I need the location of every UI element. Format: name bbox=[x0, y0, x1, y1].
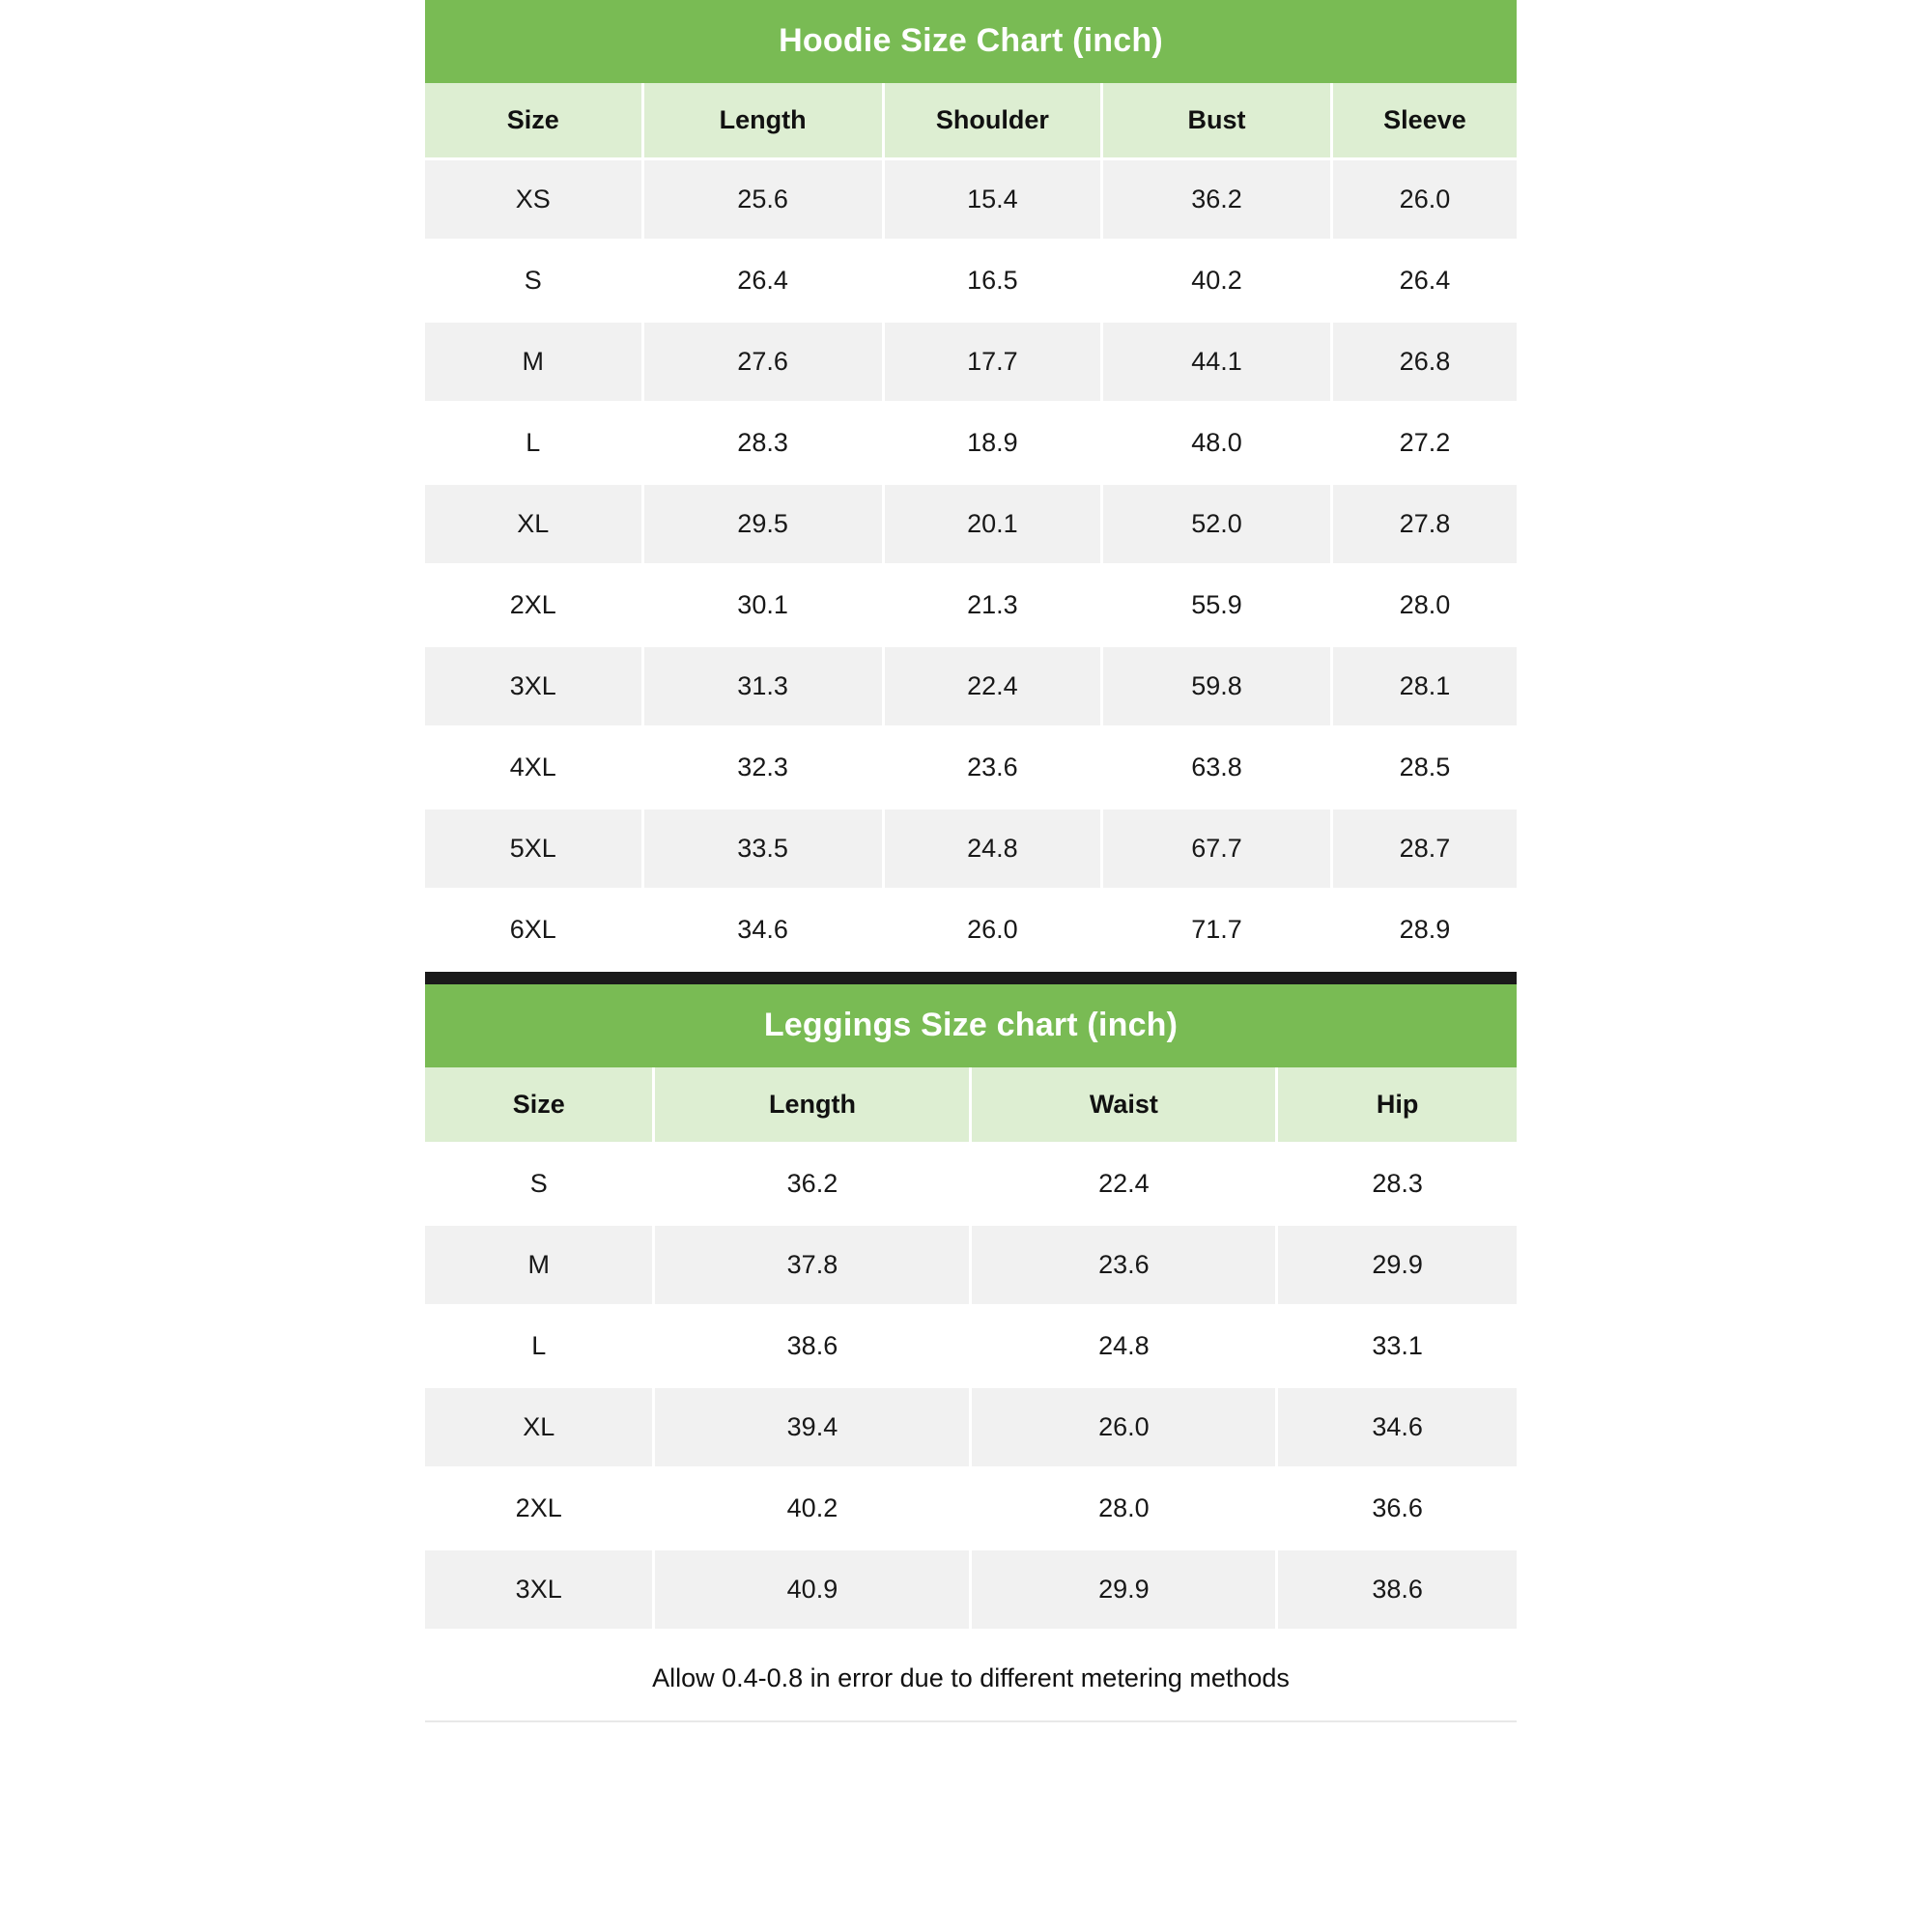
cell-length: 40.2 bbox=[654, 1468, 971, 1549]
cell-bust: 67.7 bbox=[1102, 809, 1332, 890]
hoodie-chart-title: Hoodie Size Chart (inch) bbox=[425, 0, 1517, 83]
cell-bust: 40.2 bbox=[1102, 241, 1332, 322]
cell-sleeve: 26.4 bbox=[1331, 241, 1517, 322]
measurement-footnote: Allow 0.4-0.8 in error due to different metering methods bbox=[425, 1632, 1517, 1720]
cell-size: M bbox=[425, 1225, 654, 1306]
leggings-table-body bbox=[425, 1144, 1517, 1631]
cell-length: 37.8 bbox=[654, 1225, 971, 1306]
cell-length: 31.3 bbox=[642, 646, 883, 727]
leggings-table-header bbox=[425, 1067, 1517, 1144]
leggings-size-table bbox=[425, 1067, 1517, 1632]
cell-size: M bbox=[425, 322, 642, 403]
cell-sleeve: 28.0 bbox=[1331, 565, 1517, 646]
table-row bbox=[425, 1225, 1517, 1306]
cell-shoulder: 20.1 bbox=[883, 484, 1102, 565]
cell-shoulder: 26.0 bbox=[883, 890, 1102, 971]
cell-waist: 23.6 bbox=[971, 1225, 1277, 1306]
cell-length: 32.3 bbox=[642, 727, 883, 809]
cell-hip: 36.6 bbox=[1277, 1468, 1517, 1549]
table-row bbox=[425, 1306, 1517, 1387]
cell-hip: 38.6 bbox=[1277, 1549, 1517, 1631]
table-row bbox=[425, 322, 1517, 403]
table-row bbox=[425, 159, 1517, 241]
cell-size: 4XL bbox=[425, 727, 642, 809]
cell-waist: 28.0 bbox=[971, 1468, 1277, 1549]
leggings-chart-title: Leggings Size chart (inch) bbox=[425, 984, 1517, 1067]
table-row bbox=[425, 727, 1517, 809]
cell-bust: 63.8 bbox=[1102, 727, 1332, 809]
cell-size: 5XL bbox=[425, 809, 642, 890]
table-header-row bbox=[425, 1067, 1517, 1144]
column-header-size: Size bbox=[425, 83, 642, 159]
table-row bbox=[425, 646, 1517, 727]
table-row bbox=[425, 890, 1517, 971]
column-header-waist: Waist bbox=[971, 1067, 1277, 1144]
section-divider bbox=[425, 972, 1517, 984]
column-header-sleeve: Sleeve bbox=[1331, 83, 1517, 159]
cell-bust: 71.7 bbox=[1102, 890, 1332, 971]
cell-waist: 26.0 bbox=[971, 1387, 1277, 1468]
cell-size: 2XL bbox=[425, 565, 642, 646]
column-header-length: Length bbox=[654, 1067, 971, 1144]
cell-waist: 24.8 bbox=[971, 1306, 1277, 1387]
cell-size: 2XL bbox=[425, 1468, 654, 1549]
cell-length: 30.1 bbox=[642, 565, 883, 646]
cell-shoulder: 23.6 bbox=[883, 727, 1102, 809]
cell-sleeve: 27.2 bbox=[1331, 403, 1517, 484]
cell-shoulder: 18.9 bbox=[883, 403, 1102, 484]
cell-length: 36.2 bbox=[654, 1144, 971, 1225]
cell-length: 38.6 bbox=[654, 1306, 971, 1387]
cell-shoulder: 17.7 bbox=[883, 322, 1102, 403]
cell-hip: 34.6 bbox=[1277, 1387, 1517, 1468]
cell-size: 3XL bbox=[425, 646, 642, 727]
cell-length: 25.6 bbox=[642, 159, 883, 241]
cell-bust: 55.9 bbox=[1102, 565, 1332, 646]
cell-shoulder: 21.3 bbox=[883, 565, 1102, 646]
cell-size: L bbox=[425, 403, 642, 484]
cell-length: 29.5 bbox=[642, 484, 883, 565]
cell-sleeve: 28.5 bbox=[1331, 727, 1517, 809]
cell-bust: 48.0 bbox=[1102, 403, 1332, 484]
cell-bust: 59.8 bbox=[1102, 646, 1332, 727]
cell-length: 26.4 bbox=[642, 241, 883, 322]
table-row bbox=[425, 1144, 1517, 1225]
cell-shoulder: 15.4 bbox=[883, 159, 1102, 241]
cell-sleeve: 27.8 bbox=[1331, 484, 1517, 565]
column-header-bust: Bust bbox=[1102, 83, 1332, 159]
cell-size: S bbox=[425, 1144, 654, 1225]
column-header-size: Size bbox=[425, 1067, 654, 1144]
cell-length: 27.6 bbox=[642, 322, 883, 403]
hoodie-size-table bbox=[425, 83, 1517, 972]
cell-waist: 22.4 bbox=[971, 1144, 1277, 1225]
cell-size: XL bbox=[425, 484, 642, 565]
cell-length: 40.9 bbox=[654, 1549, 971, 1631]
cell-sleeve: 28.9 bbox=[1331, 890, 1517, 971]
cell-bust: 44.1 bbox=[1102, 322, 1332, 403]
cell-sleeve: 26.8 bbox=[1331, 322, 1517, 403]
size-charts-container bbox=[425, 0, 1517, 1755]
cell-shoulder: 22.4 bbox=[883, 646, 1102, 727]
hoodie-table-body bbox=[425, 159, 1517, 971]
table-row bbox=[425, 1468, 1517, 1549]
cell-shoulder: 16.5 bbox=[883, 241, 1102, 322]
cell-length: 34.6 bbox=[642, 890, 883, 971]
cell-bust: 52.0 bbox=[1102, 484, 1332, 565]
cell-sleeve: 26.0 bbox=[1331, 159, 1517, 241]
table-row bbox=[425, 1549, 1517, 1631]
cell-hip: 33.1 bbox=[1277, 1306, 1517, 1387]
cell-size: XS bbox=[425, 159, 642, 241]
column-header-hip: Hip bbox=[1277, 1067, 1517, 1144]
cell-bust: 36.2 bbox=[1102, 159, 1332, 241]
bottom-strip bbox=[425, 1720, 1517, 1755]
table-row bbox=[425, 403, 1517, 484]
table-row bbox=[425, 1387, 1517, 1468]
cell-hip: 29.9 bbox=[1277, 1225, 1517, 1306]
hoodie-table-header bbox=[425, 83, 1517, 159]
cell-size: L bbox=[425, 1306, 654, 1387]
cell-size: 6XL bbox=[425, 890, 642, 971]
cell-sleeve: 28.7 bbox=[1331, 809, 1517, 890]
cell-size: 3XL bbox=[425, 1549, 654, 1631]
column-header-length: Length bbox=[642, 83, 883, 159]
cell-length: 33.5 bbox=[642, 809, 883, 890]
table-row bbox=[425, 484, 1517, 565]
cell-size: S bbox=[425, 241, 642, 322]
table-row bbox=[425, 565, 1517, 646]
cell-hip: 28.3 bbox=[1277, 1144, 1517, 1225]
cell-waist: 29.9 bbox=[971, 1549, 1277, 1631]
cell-sleeve: 28.1 bbox=[1331, 646, 1517, 727]
cell-shoulder: 24.8 bbox=[883, 809, 1102, 890]
cell-length: 39.4 bbox=[654, 1387, 971, 1468]
column-header-shoulder: Shoulder bbox=[883, 83, 1102, 159]
table-row bbox=[425, 241, 1517, 322]
cell-size: XL bbox=[425, 1387, 654, 1468]
cell-length: 28.3 bbox=[642, 403, 883, 484]
table-row bbox=[425, 809, 1517, 890]
table-header-row bbox=[425, 83, 1517, 159]
